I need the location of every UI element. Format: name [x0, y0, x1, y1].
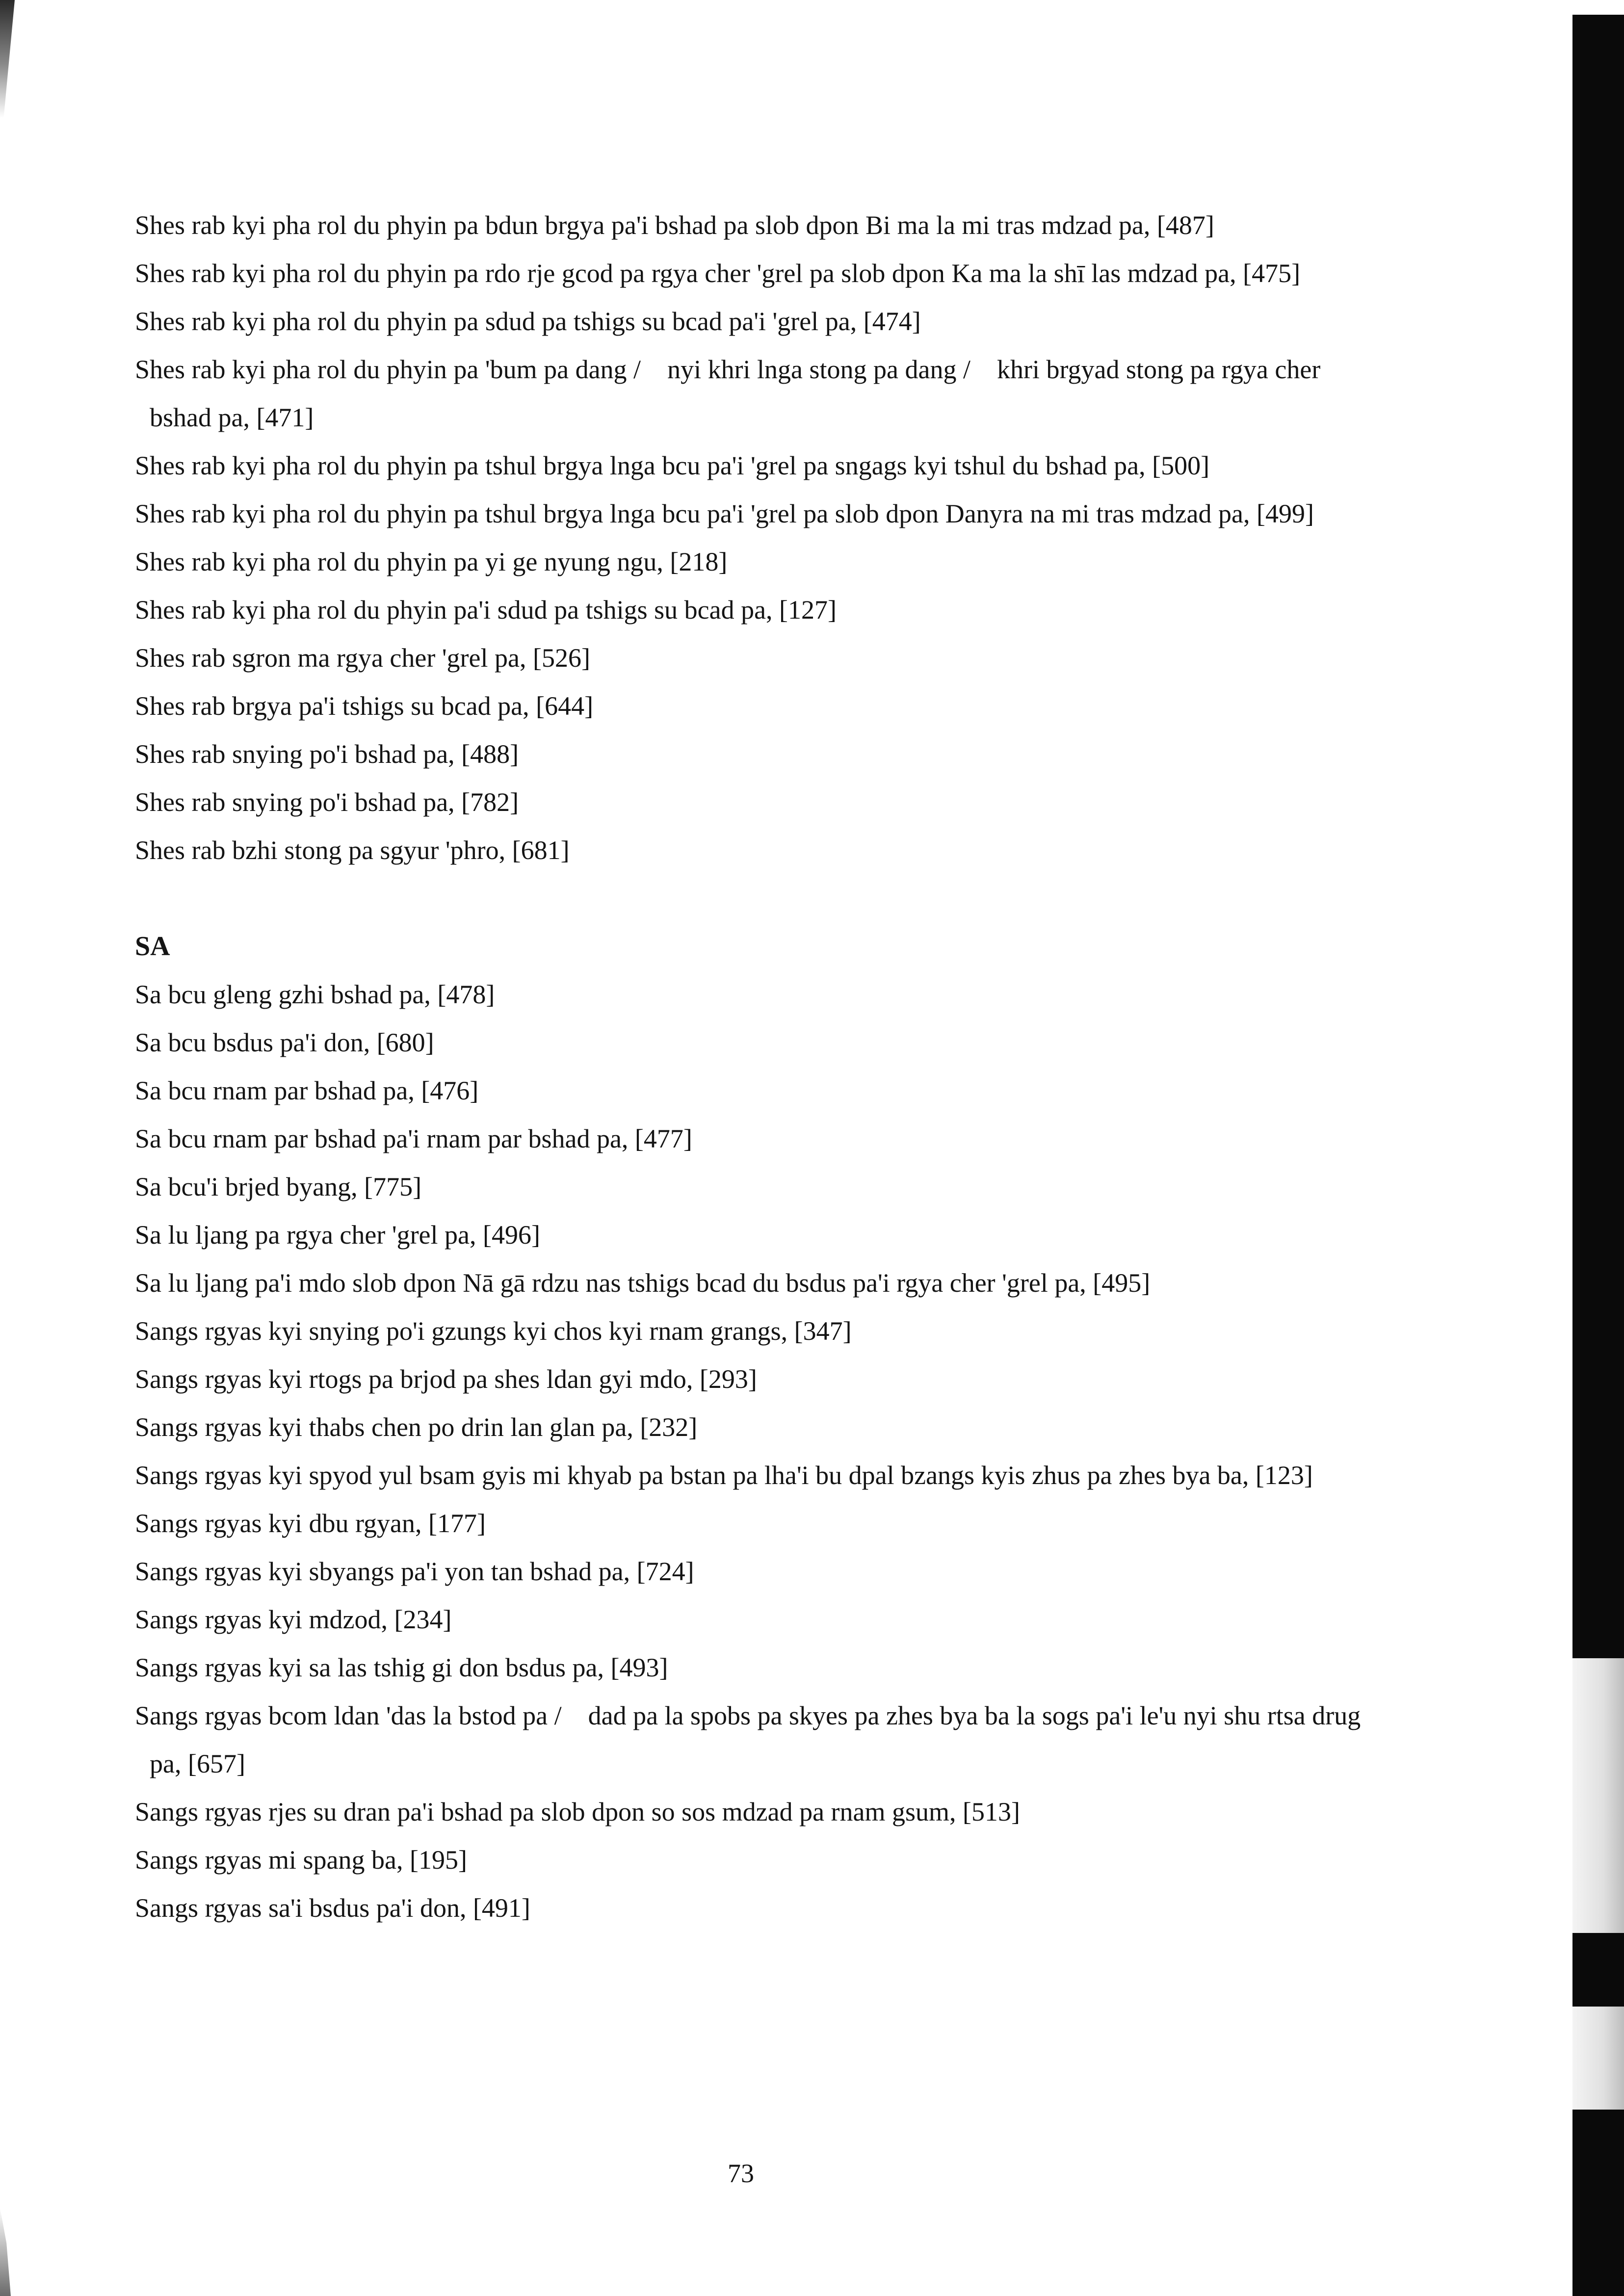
- index-entry: Sangs rgyas kyi snying po'i gzungs kyi chos kyi rnam grangs, [347]: [135, 1316, 852, 1346]
- index-entry: Shes rab kyi pha rol du phyin pa yi ge nyung ngu, [218]: [135, 547, 728, 576]
- scan-shadow-bottom-left: [0, 2208, 11, 2296]
- index-entry: Shes rab snying po'i bshad pa, [782]: [135, 787, 519, 817]
- index-entry: Sa bcu bsdus pa'i don, [680]: [135, 1028, 434, 1057]
- scan-edge-gap: [1572, 1658, 1624, 1933]
- scan-edge-gap: [1572, 2007, 1624, 2110]
- index-entry: Sangs rgyas kyi sa las tshig gi don bsdus pa, [493]: [135, 1653, 668, 1682]
- index-entry: Sa lu ljang pa'i mdo slob dpon Nā gā rdzu nas tshigs bcad du bsdus pa'i rgya cher 'grel pa, [495]: [135, 1268, 1151, 1298]
- index-entry: Shes rab brgya pa'i tshigs su bcad pa, [644]: [135, 691, 594, 721]
- index-entry: Sangs rgyas rjes su dran pa'i bshad pa slob dpon so sos mdzad pa rnam gsum, [513]: [135, 1797, 1020, 1826]
- index-entry: Sa bcu rnam par bshad pa'i rnam par bshad pa, [477]: [135, 1124, 692, 1153]
- index-entry: Sangs rgyas mi spang ba, [195]: [135, 1845, 467, 1875]
- index-entry: Sangs rgyas kyi spyod yul bsam gyis mi khyab pa bstan pa lha'i bu dpal bzangs kyis zhus pa zhes bya ba, [123]: [135, 1461, 1313, 1490]
- page-number: 73: [728, 2159, 754, 2188]
- index-entry: Sangs rgyas kyi thabs chen po drin lan glan pa, [232]: [135, 1412, 698, 1442]
- index-entry: Shes rab sgron ma rgya cher 'grel pa, [526]: [135, 643, 590, 673]
- index-entry: Sa bcu'i brjed byang, [775]: [135, 1172, 422, 1201]
- index-entry: Sa lu ljang pa rgya cher 'grel pa, [496]: [135, 1220, 540, 1250]
- index-entry: Sa bcu rnam par bshad pa, [476]: [135, 1076, 479, 1105]
- index-entry: Sangs rgyas bcom ldan 'das la bstod pa / dad pa la spobs pa skyes pa zhes bya ba la sogs pa'i le'u nyi shu rtsa drug pa, [657]: [135, 1701, 1367, 1778]
- index-entry: Sangs rgyas sa'i bsdus pa'i don, [491]: [135, 1893, 530, 1923]
- index-entry: Shes rab snying po'i bshad pa, [488]: [135, 739, 519, 769]
- index-entry: Shes rab kyi pha rol du phyin pa'i sdud pa tshigs su bcad pa, [127]: [135, 595, 837, 625]
- index-entry: Shes rab bzhi stong pa sgyur 'phro, [681]: [135, 835, 570, 865]
- index-entries: [135, 201, 1381, 1932]
- index-entry: Sangs rgyas kyi mdzod, [234]: [135, 1605, 452, 1634]
- scan-edge-bar: [1572, 15, 1624, 2296]
- index-entry: Sangs rgyas kyi sbyangs pa'i yon tan bshad pa, [724]: [135, 1557, 694, 1586]
- index-entry: Sangs rgyas kyi dbu rgyan, [177]: [135, 1509, 486, 1538]
- index-entry: Sangs rgyas kyi rtogs pa brjod pa shes ldan gyi mdo, [293]: [135, 1364, 757, 1394]
- index-entry: Shes rab kyi pha rol du phyin pa tshul brgya lnga bcu pa'i 'grel pa slob dpon Danyra na mi tras mdzad pa, [499]: [135, 499, 1314, 528]
- index-entry: Shes rab kyi pha rol du phyin pa bdun brgya pa'i bshad pa slob dpon Bi ma la mi tras mdzad pa, [487]: [135, 210, 1214, 240]
- index-entry: Shes rab kyi pha rol du phyin pa rdo rje gcod pa rgya cher 'grel pa slob dpon Ka ma la shī las mdzad pa, [475]: [135, 259, 1301, 288]
- index-entry: Shes rab kyi pha rol du phyin pa tshul brgya lnga bcu pa'i 'grel pa sngags kyi tshul du bshad pa, [500]: [135, 451, 1210, 480]
- scan-shadow-top-left: [0, 0, 15, 118]
- index-entry: Shes rab kyi pha rol du phyin pa sdud pa tshigs su bcad pa'i 'grel pa, [474]: [135, 307, 921, 336]
- index-entry: Sa bcu gleng gzhi bshad pa, [478]: [135, 980, 495, 1009]
- section-heading: SA: [135, 931, 170, 962]
- index-entry: Shes rab kyi pha rol du phyin pa 'bum pa dang / nyi khri lnga stong pa dang / khri brgyad stong pa rgya cher bshad pa, [471]: [135, 355, 1327, 432]
